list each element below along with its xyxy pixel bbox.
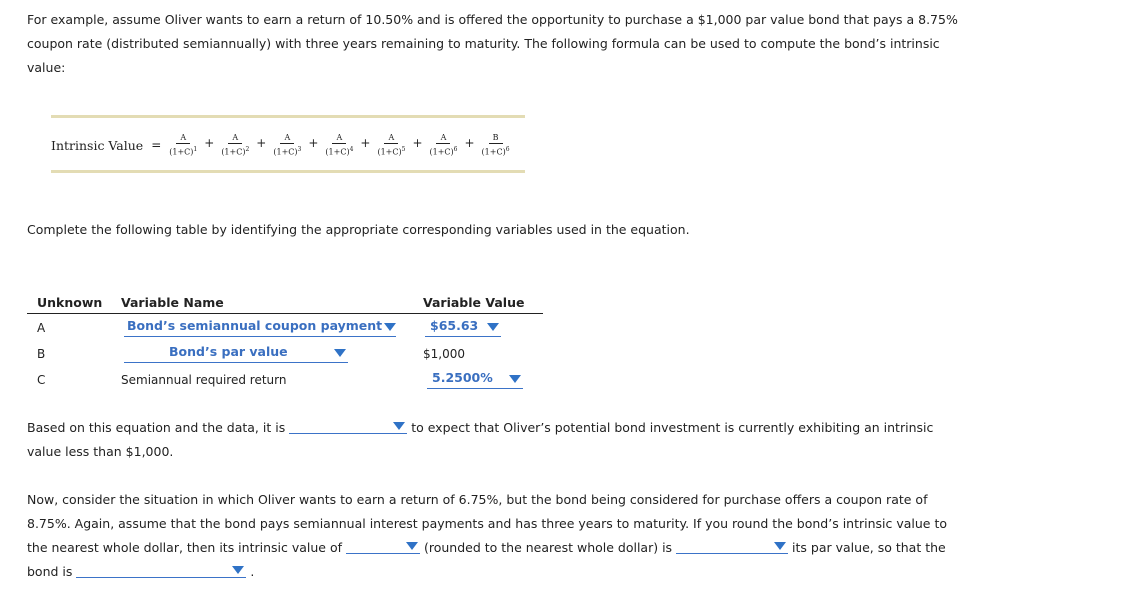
header-rule	[27, 313, 543, 314]
formula-term-2	[221, 133, 249, 157]
variable-value-dropdown-c[interactable]	[427, 370, 523, 389]
question-1-line-1	[27, 416, 1112, 440]
term-denominator: $(1+C)^4$	[325, 146, 354, 157]
formula-plus: +	[308, 136, 319, 150]
intrinsic-value-formula	[51, 131, 510, 159]
question-1-text-after: to expect that Oliver’s potential bond investment is currently exhibiting an intrinsic	[411, 420, 934, 435]
dropdown-selected-text: Bond’s semiannual coupon payment	[127, 318, 383, 333]
dropdown-selected-text: $65.63	[430, 318, 479, 333]
formula-bottom-rule	[51, 170, 525, 173]
formula-top-rule	[51, 115, 525, 118]
row-unknown-b: B	[37, 347, 46, 361]
chevron-down-icon	[393, 422, 405, 430]
formula-term-7	[482, 133, 510, 157]
question-2-paragraph	[27, 488, 1112, 584]
bond-pricing-dropdown[interactable]	[76, 563, 246, 578]
header-variable-name: Variable Name	[121, 295, 224, 310]
term-numerator: A	[176, 133, 190, 144]
term-numerator: A	[384, 133, 398, 144]
formula-plus: +	[464, 136, 475, 150]
formula-plus: +	[412, 136, 423, 150]
intro-line-3: value:	[27, 60, 66, 75]
intro-line-2: coupon rate (distributed semiannually) with three years remaining to maturity. The following formula can be used to compute the bond’s intrinsic	[27, 36, 940, 51]
chevron-down-icon	[232, 566, 244, 574]
question-2-line-2: 8.75%. Again, assume that the bond pays semiannual interest payments and has three years to maturity. If you round the bond’s intrinsic value to	[27, 516, 948, 531]
chevron-down-icon	[406, 542, 418, 550]
term-denominator: $(1+C)^1$	[169, 146, 198, 157]
row-unknown-a: A	[37, 321, 46, 335]
comparison-dropdown[interactable]	[676, 539, 788, 554]
intrinsic-value-dropdown[interactable]	[346, 539, 420, 554]
chevron-down-icon	[509, 375, 521, 383]
likelihood-dropdown[interactable]	[289, 419, 407, 434]
intro-paragraph	[27, 8, 1112, 80]
intro-line-1: For example, assume Oliver wants to earn a return of 10.50% and is offered the opportunity to purchase a $1,000 par value bond that pays a 8.75%	[27, 12, 958, 27]
question-2-line-3	[27, 536, 1112, 560]
variable-name-dropdown-a[interactable]	[124, 318, 396, 337]
chevron-down-icon	[774, 542, 786, 550]
variable-name-dropdown-b[interactable]	[124, 344, 348, 363]
chevron-down-icon	[487, 323, 499, 331]
dropdown-selected-text: Bond’s par value	[169, 344, 288, 359]
term-numerator: B	[489, 133, 503, 144]
chevron-down-icon	[334, 349, 346, 357]
formula-plus: +	[360, 136, 371, 150]
dropdown-selected-text: 5.2500%	[432, 370, 493, 385]
term-denominator: $(1+C)^2$	[221, 146, 250, 157]
question-1-line-2: value less than $1,000.	[27, 444, 174, 459]
question-2-line-1: Now, consider the situation in which Oliver wants to earn a return of 6.75%, but the bond being considered for purchase offers a coupon rate of	[27, 492, 928, 507]
chevron-down-icon	[384, 323, 396, 331]
formula-term-1	[169, 133, 197, 157]
formula-term-4	[325, 133, 353, 157]
term-denominator: $(1+C)^5$	[377, 146, 406, 157]
question-2-line-4	[27, 560, 1112, 584]
question-2-text-b: (rounded to the nearest whole dollar) is	[423, 540, 673, 555]
question-1-text-before: Based on this equation and the data, it is	[27, 420, 286, 435]
formula-box	[51, 115, 525, 173]
question-2-text-a: the nearest whole dollar, then its intrinsic value of	[27, 540, 343, 555]
row-unknown-c: C	[37, 373, 46, 387]
table-instruction: Complete the following table by identifying the appropriate corresponding variables used in the equation.	[27, 222, 690, 237]
formula-plus: +	[256, 136, 267, 150]
formula-term-5	[377, 133, 405, 157]
question-1-paragraph	[27, 416, 1112, 464]
question-2-text-c: its par value, so that the	[792, 540, 946, 555]
term-denominator: $(1+C)^6$	[429, 146, 458, 157]
term-numerator: A	[332, 133, 346, 144]
variable-value-b: $1,000	[423, 347, 465, 361]
term-numerator: A	[228, 133, 242, 144]
formula-plus: +	[204, 136, 215, 150]
header-variable-value: Variable Value	[423, 295, 525, 310]
formula-term-3	[273, 133, 301, 157]
term-numerator: A	[436, 133, 450, 144]
header-unknown: Unknown	[37, 295, 103, 310]
term-numerator: A	[280, 133, 294, 144]
formula-term-6	[430, 133, 458, 157]
formula-equals: =	[151, 138, 162, 152]
question-2-text-d: bond is	[27, 564, 73, 579]
formula-label: Intrinsic Value	[51, 137, 144, 153]
term-denominator: $(1+C)^3$	[273, 146, 302, 157]
variable-value-dropdown-a[interactable]	[425, 318, 501, 337]
question-2-period: .	[250, 564, 255, 579]
variable-name-c: Semiannual required return	[121, 373, 287, 387]
term-denominator: $(1+C)^6$	[481, 146, 510, 157]
